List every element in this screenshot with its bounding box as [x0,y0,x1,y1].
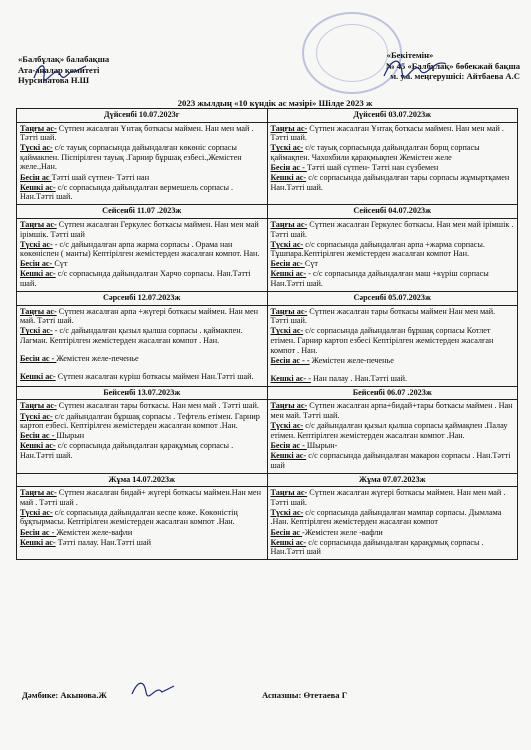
meal-entry [271,307,515,326]
meal-entry [20,354,264,364]
meal-label: Бесін ас - - [270,355,310,365]
meal-label: Түскі ас- [270,326,304,336]
meal-description: Жемістен желе-печенье [309,355,394,365]
meal-description: с/с сорпасында дайындалған тары сорпасы жұмыртқамен Нан.Тәтті шай. [270,173,510,192]
meal-description: Сүт [304,259,318,269]
menu-table [16,108,518,560]
meals-row [17,122,518,205]
meal-label: Бесін ас [20,172,52,182]
meal-description: - с/с дайындалған қызыл қылша сорпасы . қаймакпен. Лагман. Кептірілген жемістерден жасалған компот . Нан. [20,326,243,345]
meal-label: Бесін ас - [270,162,307,172]
meal-description: Сүтпен жасалған Ұнтақ боткасы маймен. Нан мен май . Тәтті шай. [270,123,504,143]
meal-description: Сүтпен жасалған тары боткасы маймен Нан мен май. Тәтті шай. [270,306,496,326]
meal-label: Таңғы ас- [20,123,57,133]
meal-entry [271,143,515,162]
meal-description: -Жемістен желе -вафли [302,527,383,537]
meal-description: Жемістен желе-печенье [56,354,139,364]
meal-description: с/с сорпасында дайындалған қарақұмық сорпасы . Нан.Тәтті шай [270,537,484,557]
meal-label: Кешкі ас- [20,182,56,192]
meal-description: с/с сорпасында дайындалған мампар сорпасы. Дымлама .Нан. Кептірілген жемістерден жасалған компот [270,507,502,527]
day-meals-cell [267,400,518,473]
meal-label: Кешкі ас- [270,537,307,547]
meal-entry [271,240,515,259]
meal-description: Тәтті шай сүтпен- Тәтті нан [51,172,150,182]
day-header-row [17,205,518,219]
meal-label: Бесін ас- [20,259,55,269]
meal-entry [271,488,515,507]
meal-entry [20,401,264,411]
day-date-heading: Сәрсенбі 05.07.2023ж [267,292,518,306]
day-date-heading: Сейсенбі 04.07.2023ж [267,205,518,219]
meal-label: Таңғы ас- [270,219,308,229]
meal-entry [271,538,515,557]
spacer [271,366,515,374]
day-date-heading: Бейсенбі 13.07.2023ж [17,386,268,400]
meal-description: Сүтпен жасалған тары боткасы. Нан мен май . Тәтті шай. [56,401,259,411]
meal-entry [20,307,264,326]
meal-entry [20,143,264,172]
meal-entry [20,220,264,239]
meal-description: Сүтпен жасалған Геркулес боткасы. Нан мен май ірімшік . Тәтті шай. [270,219,514,239]
day-meals-cell [17,218,268,291]
menu-title: 2023 жылдың «10 күндік ас мәзірі» Шілде 2023 ж [177,98,373,108]
meal-entry [20,488,264,507]
meal-description: Жемістен желе-вафли [56,527,133,537]
day-meals-cell [267,305,518,386]
day-header-row [17,109,518,123]
meal-entry [20,372,264,382]
meal-entry [271,173,515,192]
meals-row [17,305,518,386]
meal-description: Шырын- [306,440,338,450]
meal-description: Тәтті шай сүтпен- Тәтті нан сүзбемен [306,162,439,172]
meal-label: Түскі ас- [20,411,53,421]
meal-label: Түскі ас- [20,239,53,249]
meal-description: - с/с дайындалған арпа жарма сорпасы . Орама нан көкөніспен ( манты) Кептірілген жемістерден жасалған компот. Нан. [20,239,260,259]
meal-label: Түскі ас- [270,143,304,153]
meal-description: Нан палау . Нан.Тәтті шай. [310,373,408,383]
meal-entry [271,508,515,527]
meal-entry [271,421,515,440]
day-meals-cell [17,400,268,473]
head-signature [380,52,450,82]
meal-description: с/с сорпасында дайындалған арпа +жарма сорпасы. Тұшпара.Кептірілген жемістерден жасалған компот Нан. [270,239,485,259]
day-header-row [17,386,518,400]
meal-label: Кешкі ас- [270,450,307,460]
meal-entry [271,269,515,288]
meal-description: с/с тауық сорпасында дайындалған борщ сорпасы қаймақпен. Чахохбили қарақмықпен Жемістен желе [270,143,480,162]
meal-label: Кешкі ас- [20,441,56,451]
day-meals-cell [17,122,268,205]
kindergarten-name: «Балбұлақ» балабақша [18,54,110,64]
meal-label: Таңғы ас- [20,401,57,411]
day-meals-cell [17,487,268,560]
meal-entry [20,124,264,143]
meal-entry [271,451,515,470]
meal-label: Түскі ас- [270,239,304,249]
day-date-heading: Жұма 07.07.2023ж [267,473,518,487]
meal-entry [271,356,515,366]
day-header-row [17,473,518,487]
meal-label: Түскі ас- [20,507,53,517]
meal-description: с/с сорпасында дайындалған макарон сорпасы . Нан.Тәтті шай [270,450,511,470]
day-header-row [17,292,518,306]
meal-entry [271,401,515,420]
meal-label: Кешкі ас- [270,173,307,183]
meal-description: с/с сорпасында дайындалған кеспе көже. Көкөністің бұқтырмасы. Кептірілген жемістерден жасалған компот .Нан. [20,507,238,527]
meal-label: Түскі ас- [20,143,53,153]
meal-entry [271,326,515,355]
meal-entry [20,412,264,431]
committee-label: Ата-аналар комитеті [18,64,100,75]
day-date-heading: Сәрсенбі 12.07.2023ж [17,292,268,306]
approval-label: «Бекітемін» [386,50,434,60]
day-date-heading: Дүйсенбі 10.07.2023г [17,109,268,123]
meal-description: с/с сорпасында дайындалған бұршақ сорпасы Котлет етімен. Гарнир картоп езбесі Кептірілген жемістерден жасалған компот . Нан. [270,326,494,355]
day-meals-cell [267,122,518,205]
meal-description: с/с сорпасында дайындалған Харчо сорпасы. Нан.Тәтті шай. [20,269,251,288]
meal-description: - с/с сорпасында дайындалған маш +күріш сорпасы Нан.Тәтті шай. [270,269,489,288]
meals-row [17,218,518,291]
meal-description: с/с дайындалған бұршақ сорпасы . Тефтель етімен. Гарнир картоп езбесі. Кептірілген жемістерден жасалған компот .Нан. [20,411,260,431]
day-date-heading: Бейсенбі 06.07 .2023ж [267,386,518,400]
meal-entry [20,441,264,460]
day-date-heading: Жұма 14.07.2023ж [17,473,268,487]
meal-description: Сүтпен жасалған арпа +жүгері боткасы маймен. Нан мен май. Тәтті шай. [20,306,259,326]
meal-description: с/с дайындалған қызыл қылша сорпасы қаймақпен .Палау етімен. Кептірілген жемістерден жасалған компот .Нан. [270,421,508,440]
committee-signature [30,58,90,84]
meal-label: Кешкі ас- [20,372,56,382]
meal-description: Сүт [54,259,68,269]
meal-label: Таңғы ас- [270,488,308,498]
meal-label: Кешкі ас- [20,269,56,279]
meal-entry [20,431,264,441]
meal-entry [20,508,264,527]
meal-label: Бесін ас - [20,431,57,441]
meal-label: Таңғы ас- [270,401,308,411]
meal-description: с/с сорпасында дайындалған қарақұмық сорпасы . Нан.Тәтті шай. [20,441,234,460]
meal-label: Таңғы ас- [20,306,57,316]
meal-description: Сүтпен жасалған бидай+ жүгері боткасы маймен.Нан мен май . Тәтті шай . [20,488,261,507]
meal-description: Тәтті палау. Нан.Тәтті шай [55,537,151,547]
meal-entry [20,259,264,269]
day-meals-cell [267,218,518,291]
spacer [20,346,264,354]
meal-label: Түскі ас- [20,326,53,336]
meal-entry [20,326,264,345]
nurse-signature [128,678,178,700]
cook-signature-line: Аспазшы: Өтетаева Г [262,690,348,700]
spacer [20,364,264,372]
meal-label: Кешкі ас- [20,537,56,547]
meals-row [17,400,518,473]
meal-entry [20,183,264,202]
kindergarten-number: № 45 «Балбұлақ» бөбекжай бақша [385,60,520,71]
meal-label: Бесін ас [270,527,303,537]
meal-label: Түскі ас- [270,507,304,517]
meal-description: Сүтпен жасалған Геркулес боткасы маймен. Нан мен май ірімшік. Тәтті шай [20,219,259,239]
meal-label: Кешкі ас- [270,269,307,279]
nurse-signature-line: Дәмбике: Акынова.Ж [22,690,107,700]
day-meals-cell [17,305,268,386]
meal-label: Бесін ас- [270,259,305,269]
meal-description: с/с тауық сорпасында дайындалған көкөніс сорпасы қаймакпен. Піспірілген тауық .Гарнир бұршақ езбесі.,Жемістен желе.,Нан. [20,143,242,172]
meal-label: Таңғы ас- [20,219,57,229]
meal-label: Таңғы ас- [20,488,57,498]
meal-entry [271,528,515,538]
meal-label: Таңғы ас- [270,306,308,316]
meal-label: Түскі ас- [270,421,304,431]
meal-entry [20,173,264,183]
meal-entry [271,374,515,384]
meal-description: Сүтпен жасалған Ұнтақ боткасы маймен. Нан мен май . Тәтті шай. [20,123,254,143]
meal-entry [271,259,515,269]
meal-label: Бесін ас - [20,527,57,537]
meal-label: Бесін ас - [270,440,307,450]
meal-entry [20,538,264,548]
meal-description: Сүтпен жасалған арпа+бидай+тары боткасы маймен . Нан мен май. Тәтті шай. [270,401,513,421]
meal-label: Кешкі ас- - [270,373,311,383]
head-of-kindergarten: м. у.а. меңгерушісі: Айтбаева А.С [390,71,520,81]
meal-description: Сүтпен жасалған жүгері боткасы маймен. Нан мен май . Тәтті шай. [270,488,506,507]
meal-entry [271,441,515,451]
meal-label: Бесін ас - [20,354,57,364]
meal-entry [271,124,515,143]
meal-description: Шырын [56,431,85,441]
meal-entry [271,163,515,173]
meal-entry [20,269,264,288]
meal-entry [271,220,515,239]
meal-description: с/с сорпасында дайындалған вермешель сорпасы . Нан.Тәтті шай. [20,182,234,202]
day-date-heading: Дүйсенбі 03.07.2023ж [267,109,518,123]
committee-member-name: Нурсипатова Н.Ш [18,75,90,85]
meal-entry [20,240,264,259]
meal-label: Таңғы ас- [270,123,308,133]
meal-entry [20,528,264,538]
day-date-heading: Сейсенбі 11.07 .2023ж [17,205,268,219]
meals-row [17,487,518,560]
day-meals-cell [267,487,518,560]
meal-description: Сүтпен жасалған күріш боткасы маймен Нан.Тәтті шай. [55,372,254,382]
